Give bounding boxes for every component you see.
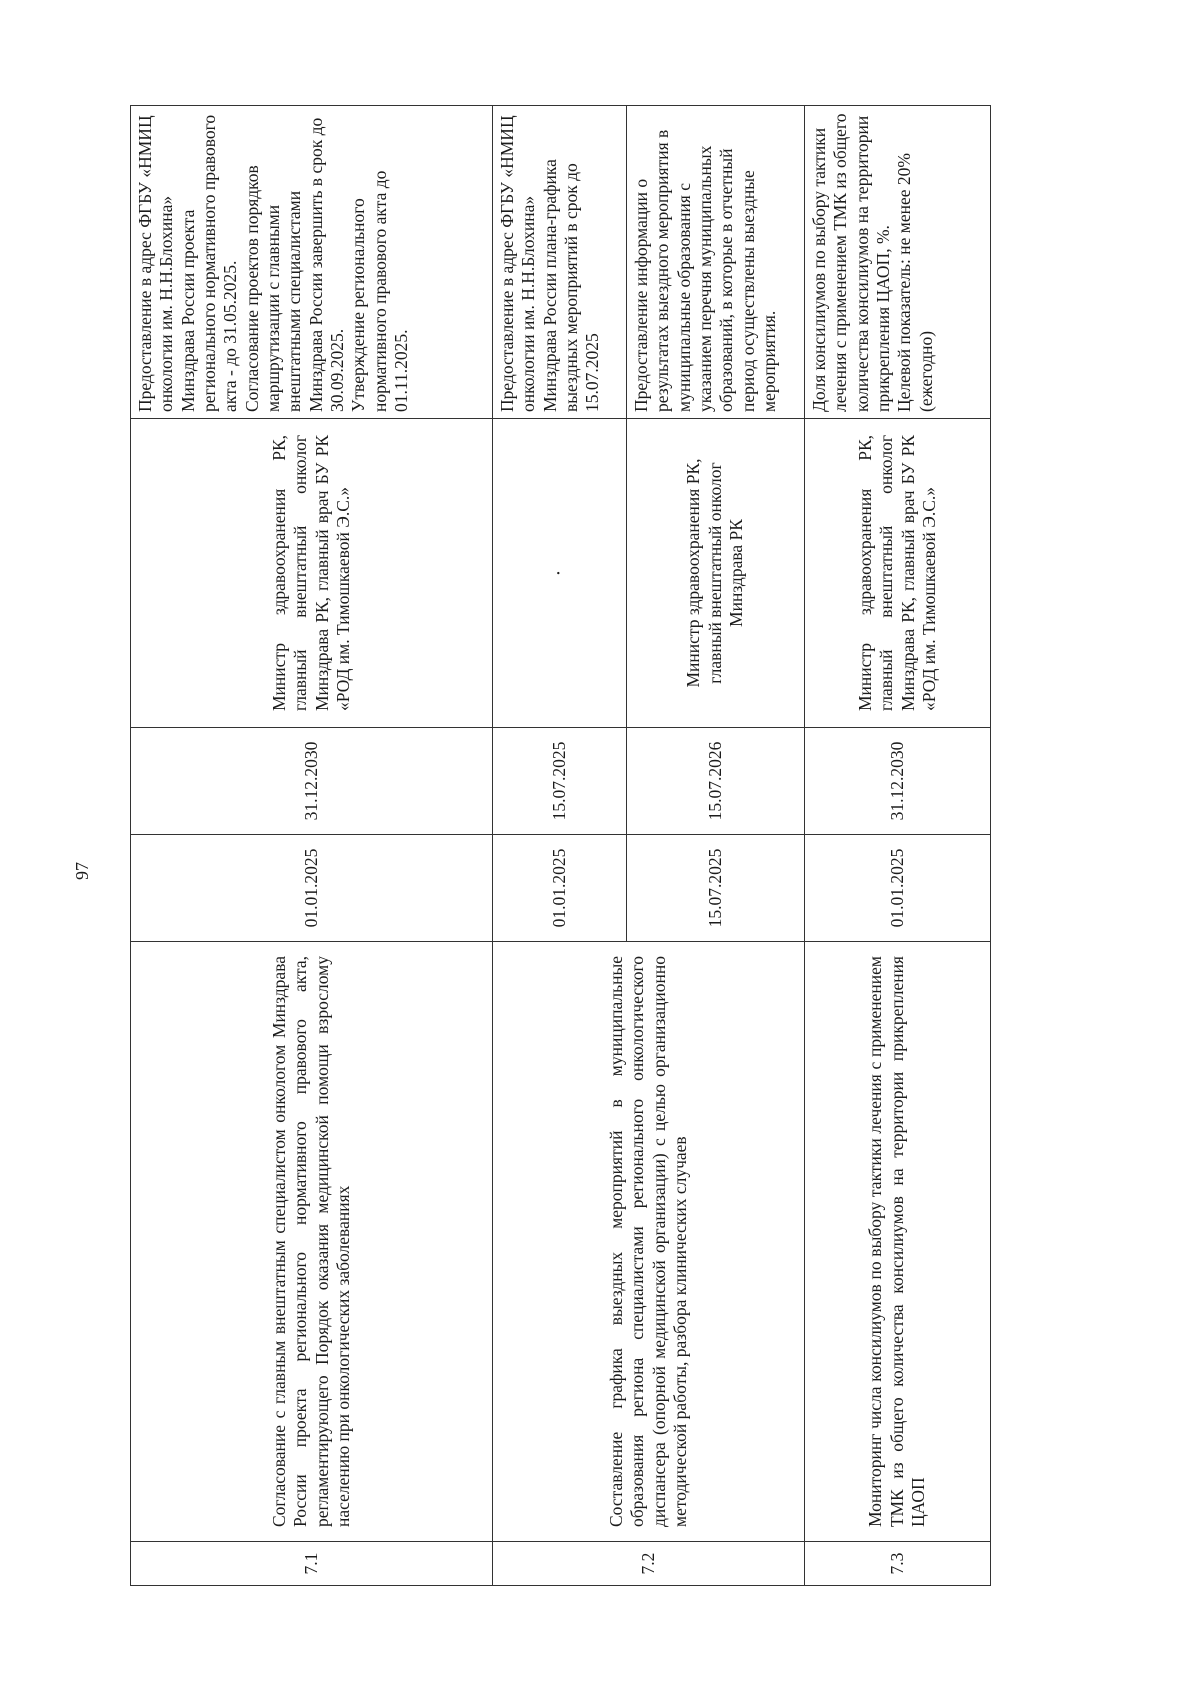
action-plan-table [130, 105, 991, 1586]
table-row [131, 106, 493, 1586]
table-row [493, 106, 627, 1586]
task-cell [805, 942, 991, 1542]
responsible-cell [805, 419, 991, 728]
result-text: Предоставление в адрес ФГБУ «НМИЦ онкологии им. Н.Н.Блохина» Минздрава России плана-графика выездных мероприятий в срок до 15.07.2025 [497, 115, 603, 412]
responsible-mark: · [493, 419, 627, 728]
start-date: 01.01.2025 [493, 835, 627, 942]
table-row [805, 106, 991, 1586]
rotated-table-sheet [130, 106, 990, 1586]
row-number: 7.2 [493, 1542, 805, 1586]
task-text: Согласование с главным внештатным специалистом онкологом Минздрава России проекта регионального нормативного правового акта, регламентирующего Порядок оказания медицинской помощи взрослому населению при онкологических заболеваниях [268, 956, 353, 1527]
task-text: Составление графика выездных мероприятий в муниципальные образования региона специалистами регионального онкологического диспансера (опорной медицинской организации) с целью организационно методической работы, разбора клинических случаев [605, 956, 690, 1527]
start-date: 01.01.2025 [805, 835, 991, 942]
end-date: 15.07.2026 [627, 728, 805, 835]
end-date: 31.12.2030 [131, 728, 493, 835]
row-number: 7.1 [131, 1542, 493, 1586]
result-cell [493, 106, 627, 419]
result-cell [627, 106, 805, 419]
result-text: Предоставление в адрес ФГБУ «НМИЦ онкологии им. Н.Н.Блохина» Минздрава России проекта регионального нормативного правового акта - до 31.05.2025. Согласование проектов порядков маршрутизации с главными внештатными специалистами Минздрава России завершить в срок до 30.09.2025. Утверждение регионального нормативного правового акта до 01.11.2025. [135, 114, 412, 412]
row-number: 7.3 [805, 1542, 991, 1586]
result-cell [131, 106, 493, 419]
task-cell [493, 942, 805, 1542]
result-cell [805, 106, 991, 419]
start-date: 01.01.2025 [131, 835, 493, 942]
start-date: 15.07.2025 [627, 835, 805, 942]
responsible-cell [131, 419, 493, 728]
end-date: 15.07.2025 [493, 728, 627, 835]
result-text: Доля консилиумов по выбору тактики лечения с применением ТМК из общего количества консилиумов на территории прикрепления ЦАОП, %. Целевой показатель: не менее 20% (ежегодно) [809, 113, 936, 412]
task-cell [131, 942, 493, 1542]
page-number: 97 [72, 862, 92, 880]
result-text: Предоставление информации о результатах выездного мероприятия в муниципальные образования с указанием перечня муниципальных образований, в которые в отчетный период осуществлены выездные мероприятия. [631, 129, 780, 412]
responsible-text: Министр здравоохранения РК, главный внештатный онколог Минздрава РК, главный врач БУ РК «РОД им. Тимошкаевой Э.С.» [268, 435, 353, 711]
responsible-cell [627, 419, 805, 728]
end-date: 31.12.2030 [805, 728, 991, 835]
task-text: Мониторинг числа консилиумов по выбору тактики лечения с применением ТМК из общего количества консилиумов на территории прикрепления ЦАОП [865, 956, 929, 1527]
responsible-text: Министр здравоохранения РК, главный внештатный онколог Минздрава РК, главный врач БУ РК «РОД им. Тимошкаевой Э.С.» [854, 435, 939, 711]
responsible-text: Министр здравоохранения РК, главный внештатный онколог Минздрава РК [683, 458, 747, 688]
